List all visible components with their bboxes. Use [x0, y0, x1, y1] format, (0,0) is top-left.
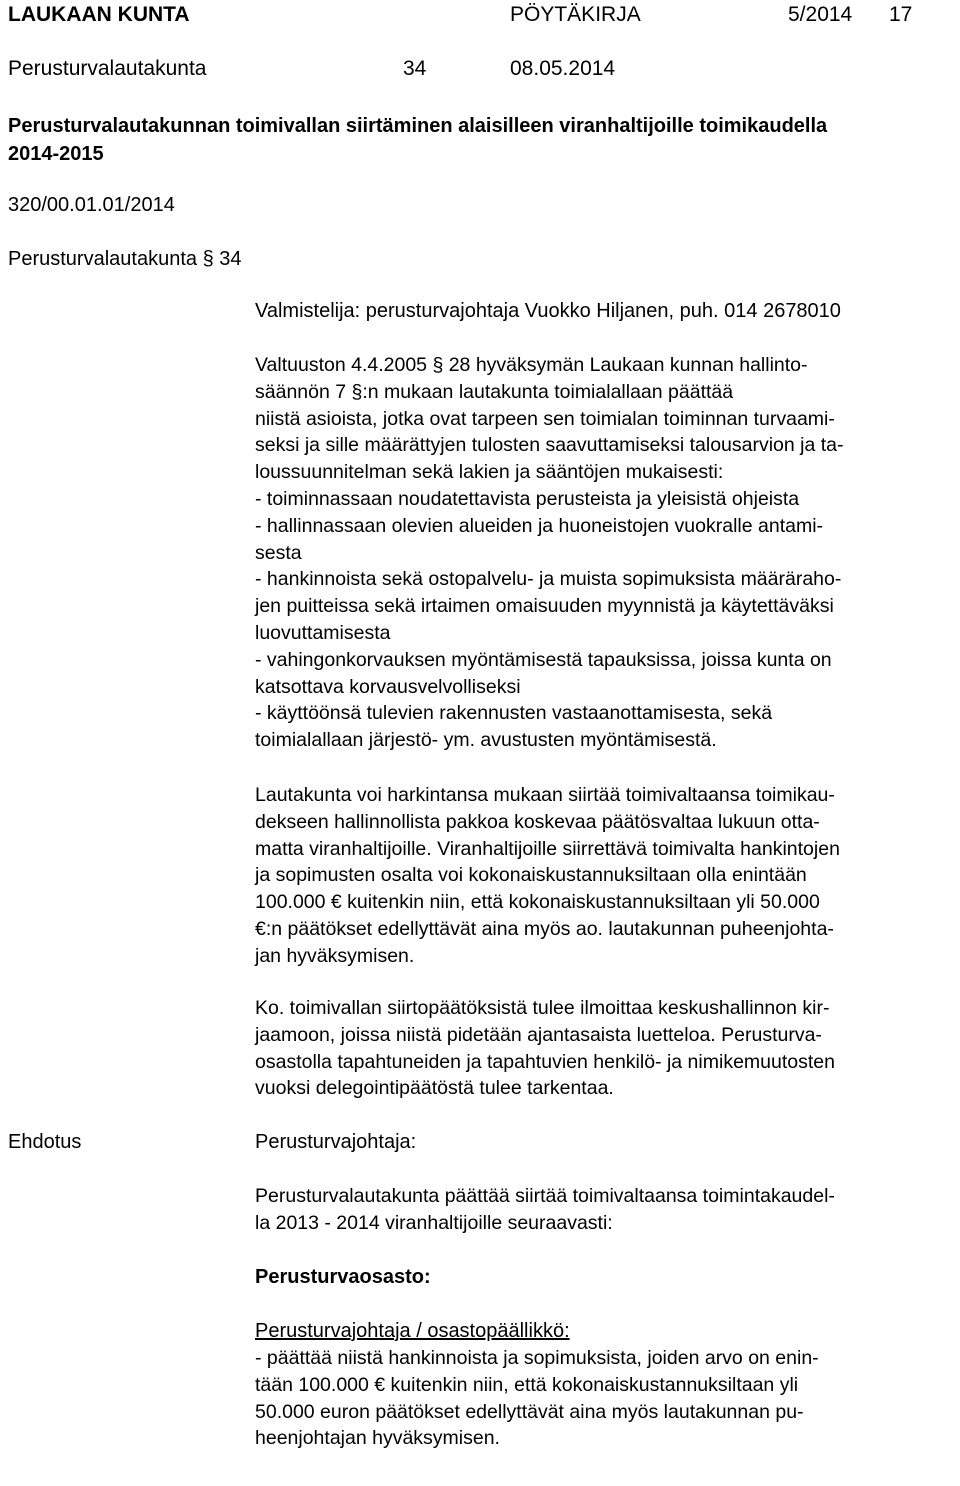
- proposal-items: [255, 1345, 819, 1452]
- title-line-2: 2014-2015: [8, 143, 104, 165]
- proposal-intro: [255, 1183, 835, 1237]
- text-line: 100.000 € kuitenkin niin, että kokonaiskustannuksiltaan yli 50.000: [255, 891, 820, 914]
- paragraph-delegation: [255, 782, 840, 970]
- document-type: PÖYTÄKIRJA: [510, 3, 641, 26]
- text-line: seksi ja sille määrättyjen tulosten saavuttamiseksi talousarvion ja ta-: [255, 434, 844, 457]
- text-line: jen puitteissa sekä irtaimen omaisuuden myynnistä ja käytettäväksi: [255, 595, 834, 618]
- text-line: katsottava korvausvelvolliseksi: [255, 675, 521, 698]
- text-line: säännön 7 §:n mukaan lautakunta toimialallaan päättää: [255, 380, 734, 403]
- preparer-line: Valmistelija: perusturvajohtaja Vuokko Hiljanen, puh. 014 2678010: [255, 300, 841, 322]
- text-line: tään 100.000 € kuitenkin niin, että kokonaiskustannuksiltaan yli: [255, 1373, 799, 1396]
- department-heading: Perusturvaosasto:: [255, 1266, 431, 1288]
- text-line: niistä asioista, jotka ovat tarpeen sen toimialan toiminnan turvaami-: [255, 407, 835, 430]
- text-line: la 2013 - 2014 viranhaltijoille seuraavasti:: [255, 1211, 613, 1234]
- text-line: ja sopimusten osalta voi kokonaiskustannuksiltaan olla enintään: [255, 864, 807, 887]
- text-line: €:n päätökset edellyttävät aina myös ao. lautakunnan puheenjohta-: [255, 917, 834, 940]
- text-line: luovuttamisesta: [255, 621, 391, 644]
- board-ref-number: 34: [219, 248, 242, 270]
- text-line: - toiminnassaan noudatettavista perusteista ja yleisistä ohjeista: [255, 487, 800, 510]
- page-number: 17: [889, 3, 913, 26]
- paragraph-rules: [255, 352, 844, 754]
- text-line: 50.000 euron päätökset edellyttävät aina myös lautakunnan pu-: [255, 1400, 804, 1423]
- section-symbol: §: [202, 248, 214, 270]
- text-line: dekseen hallinnollista pakkoa koskevaa päätösvaltaa lukuun otta-: [255, 810, 820, 833]
- text-line: - vahingonkorvauksen myöntämisestä tapauksissa, joissa kunta on: [255, 648, 832, 671]
- board-ref-name: Perusturvalautakunta: [8, 248, 198, 270]
- proposal-label: Ehdotus: [8, 1131, 82, 1153]
- record-id: 320/00.01.01/2014: [8, 194, 175, 216]
- text-line: matta viranhaltijoille. Viranhaltijoille siirrettävä toimivalta hankintojen: [255, 837, 840, 860]
- text-line: osastolla tapahtuneiden ja tapahtuvien henkilö- ja nimikemuutosten: [255, 1050, 835, 1073]
- text-line: - hallinnassaan olevien alueiden ja huoneistojen vuokralle antami-: [255, 514, 824, 537]
- text-line: Perusturvalautakunta päättää siirtää toimivaltaansa toimintakaudel-: [255, 1185, 835, 1207]
- official-heading: Perusturvajohtaja / osastopäällikkö:: [255, 1320, 570, 1342]
- text-line: heenjohtajan hyväksymisen.: [255, 1427, 500, 1450]
- text-line: - hankinnoista sekä ostopalvelu- ja muista sopimuksista määräraho-: [255, 568, 842, 591]
- document-number: 5/2014: [788, 3, 853, 26]
- paragraph-notification: [255, 995, 835, 1102]
- proposer: Perusturvajohtaja:: [255, 1131, 417, 1153]
- board-reference: [8, 246, 242, 273]
- text-line: loussuunnitelman sekä lakien ja sääntöjen mukaisesti:: [255, 461, 724, 484]
- text-line: Valtuuston 4.4.2005 § 28 hyväksymän Laukaan kunnan hallinto-: [255, 354, 808, 376]
- text-line: jaamoon, joissa niistä pidetään ajantasaista luetteloa. Perusturva-: [255, 1023, 822, 1046]
- text-line: Ko. toimivallan siirtopäätöksistä tulee ilmoittaa keskushallinnon kir-: [255, 997, 830, 1019]
- text-line: Lautakunta voi harkintansa mukaan siirtää toimivaltaansa toimikau-: [255, 784, 835, 806]
- header-board-name: Perusturvalautakunta: [8, 57, 207, 80]
- text-line: - päättää niistä hankinnoista ja sopimuksista, joiden arvo on enin-: [255, 1347, 819, 1369]
- text-line: sesta: [255, 541, 302, 564]
- text-line: vuoksi delegointipäätöstä tulee tarkentaa.: [255, 1077, 614, 1100]
- text-line: toimialallaan järjestö- ym. avustusten myöntämisestä.: [255, 729, 717, 752]
- title-line-1: Perusturvalautakunnan toimivallan siirtäminen alaisilleen viranhaltijoille toimikaudella: [8, 115, 828, 137]
- header-section-number: 34: [403, 57, 427, 80]
- text-line: - käyttöönsä tulevien rakennusten vastaanottamisesta, sekä: [255, 702, 773, 725]
- text-line: jan hyväksymisen.: [255, 944, 415, 967]
- municipality-name: LAUKAAN KUNTA: [8, 3, 190, 26]
- header-date: 08.05.2014: [510, 57, 616, 80]
